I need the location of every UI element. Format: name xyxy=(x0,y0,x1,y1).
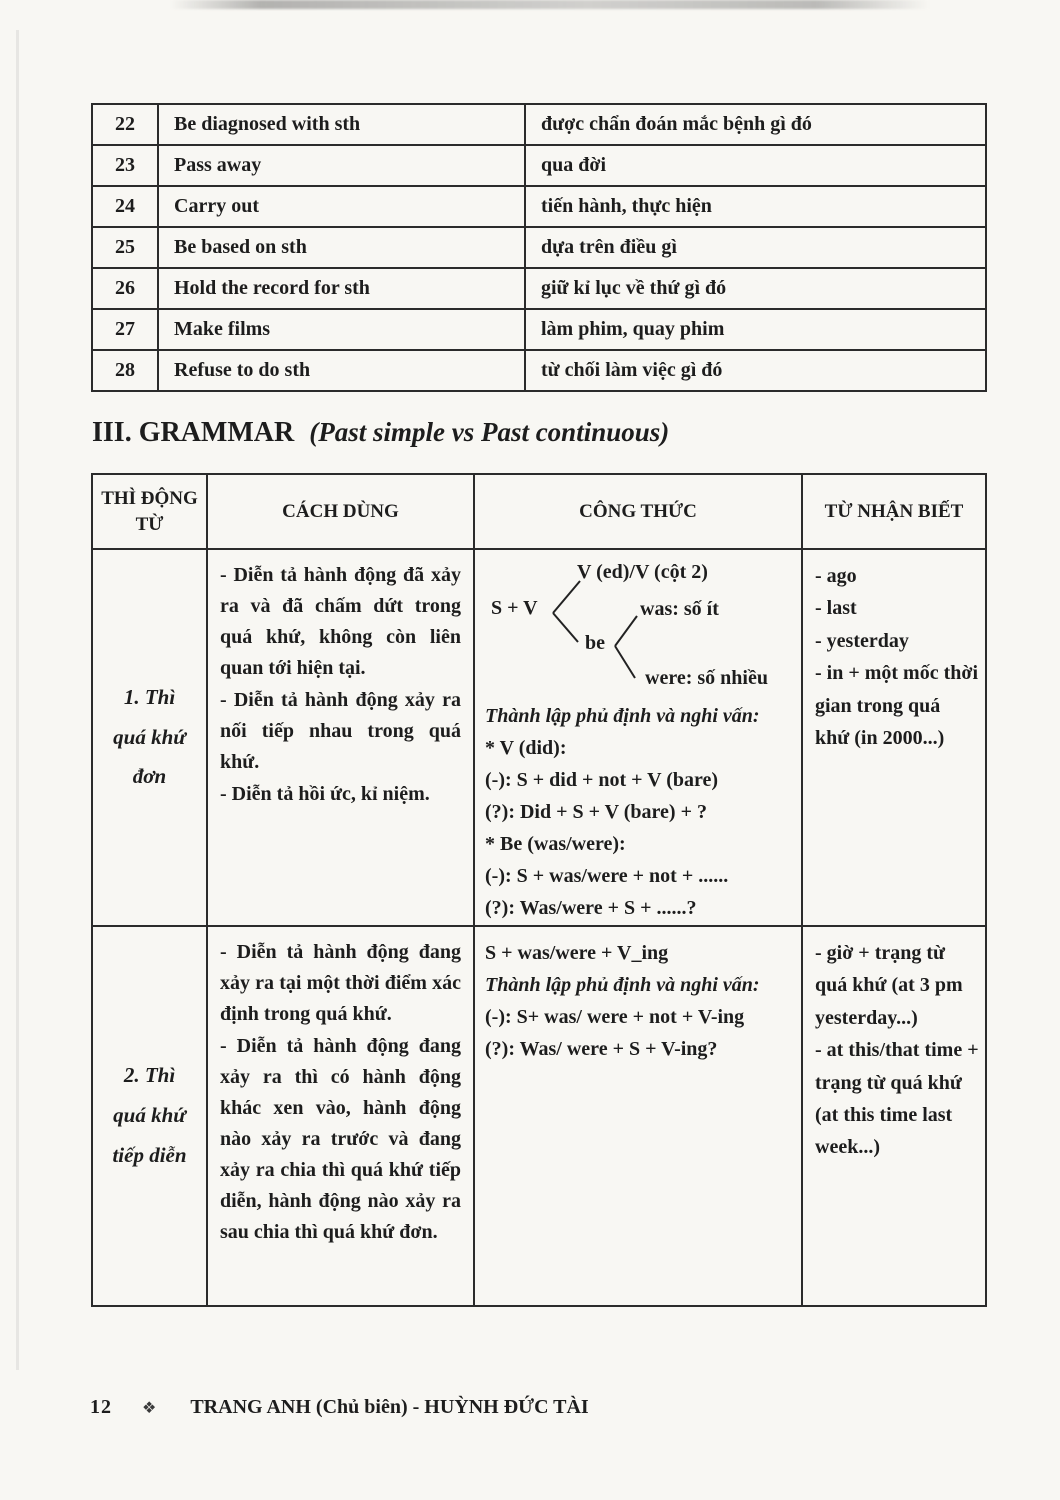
tense-label xyxy=(92,926,207,1306)
diagram-was: was: số ít xyxy=(640,598,719,620)
footer-authors: TRANG ANH (Chủ biên) - HUỲNH ĐỨC TÀI xyxy=(190,1396,589,1418)
table-row xyxy=(92,145,986,186)
table-row xyxy=(92,309,986,350)
phrase-cell: Be diagnosed with sth xyxy=(158,104,525,145)
usage-cell xyxy=(207,926,474,1306)
meaning-cell: từ chối làm việc gì đó xyxy=(525,350,986,391)
grammar-row-past-simple xyxy=(92,549,986,926)
verb-branch-diagram xyxy=(485,556,793,698)
table-row xyxy=(92,227,986,268)
grammar-table xyxy=(91,473,987,1307)
formula-cell xyxy=(474,549,802,926)
grammar-header-row xyxy=(92,474,986,549)
diagram-v-branch: V (ed)/V (cột 2) xyxy=(577,561,708,583)
row-number: 25 xyxy=(92,227,158,268)
tense-line: tiếp diễn xyxy=(112,1142,187,1167)
diagram-were: were: số nhiều xyxy=(645,667,768,689)
signal-cell xyxy=(802,926,986,1306)
signal-item: - at this/that time + trạng từ quá khứ (at this time last week...) xyxy=(815,1039,979,1159)
usage-bullet: - Diễn tả hành động xảy ra nối tiếp nhau trong quá khứ. xyxy=(220,689,461,773)
row-number: 24 xyxy=(92,186,158,227)
meaning-cell: dựa trên điều gì xyxy=(525,227,986,268)
header-signal: TỪ NHẬN BIẾT xyxy=(802,474,986,549)
table-row xyxy=(92,186,986,227)
signal-item: - last xyxy=(815,597,857,620)
scan-bleed-artifact xyxy=(170,0,930,9)
table-row xyxy=(92,350,986,391)
header-formula: CÔNG THỨC xyxy=(474,474,802,549)
page-footer xyxy=(90,1396,589,1419)
page-number: 12 xyxy=(90,1396,112,1418)
formula-line: (-): S+ was/ were + not + V-ing xyxy=(485,1006,745,1028)
meaning-cell: qua đời xyxy=(525,145,986,186)
negation-note: Thành lập phủ định và nghi vấn: xyxy=(485,974,760,996)
phrase-cell: Carry out xyxy=(158,186,525,227)
row-number: 22 xyxy=(92,104,158,145)
phrase-cell: Hold the record for sth xyxy=(158,268,525,309)
meaning-cell: tiến hành, thực hiện xyxy=(525,186,986,227)
formula-line: (?): Did + S + V (bare) + ? xyxy=(485,801,707,823)
diagram-subject: S + V xyxy=(491,597,538,619)
usage-bullet: - Diễn tả hồi ức, kỉ niệm. xyxy=(220,783,430,805)
meaning-cell: được chẩn đoán mắc bệnh gì đó xyxy=(525,104,986,145)
section-heading-sub: (Past simple vs Past continuous) xyxy=(309,417,670,447)
formula-line: * Be (was/were): xyxy=(485,833,626,855)
signal-cell xyxy=(802,549,986,926)
phrase-cell: Pass away xyxy=(158,145,525,186)
row-number: 26 xyxy=(92,268,158,309)
section-heading xyxy=(92,417,669,449)
section-heading-main: III. GRAMMAR xyxy=(92,417,295,448)
header-usage: CÁCH DÙNG xyxy=(207,474,474,549)
formula-cell xyxy=(474,926,802,1306)
grammar-row-past-continuous xyxy=(92,926,986,1306)
table-row xyxy=(92,104,986,145)
row-number: 27 xyxy=(92,309,158,350)
formula-intro: S + was/were + V_ing xyxy=(485,942,669,964)
usage-bullet: - Diễn tả hành động đã xảy ra và đã chấm dứt trong quá khứ, không còn liên quan tới hiện tại. xyxy=(220,564,461,679)
usage-bullet: - Diễn tả hành động đang xảy ra tại một thời điểm xác định trong quá khứ. xyxy=(220,941,461,1025)
tense-label xyxy=(92,549,207,926)
formula-line: * V (did): xyxy=(485,737,567,759)
tense-line: 1. Thì xyxy=(123,684,176,709)
signal-item: - yesterday xyxy=(815,629,909,652)
phrase-cell: Be based on sth xyxy=(158,227,525,268)
diamond-separator-icon: ❖ xyxy=(142,1398,157,1417)
phrase-cell: Refuse to do sth xyxy=(158,350,525,391)
formula-line: (?): Was/ were + S + V-ing? xyxy=(485,1038,718,1060)
formula-line: (-): S + was/were + not + ...... xyxy=(485,865,729,887)
meaning-cell: làm phim, quay phim xyxy=(525,309,986,350)
tense-line: 2. Thì xyxy=(123,1063,176,1088)
tense-line: quá khứ xyxy=(113,724,186,749)
header-tense: THÌ ĐỘNG TỪ xyxy=(92,474,207,549)
diagram-be: be xyxy=(585,632,605,654)
row-number: 23 xyxy=(92,145,158,186)
formula-line: (-): S + did + not + V (bare) xyxy=(485,769,719,791)
usage-bullet: - Diễn tả hành động đang xảy ra thì có hành động khác xen vào, hành động nào xảy ra trước và đang xảy ra chia thì quá khứ tiếp diễn, hành động nào xảy ra sau chia thì quá khứ đơn. xyxy=(220,1035,461,1243)
tense-line: quá khứ xyxy=(113,1103,186,1128)
vocabulary-table xyxy=(91,103,987,392)
formula-line: (?): Was/were + S + ......? xyxy=(485,897,697,919)
signal-item: - giờ + trạng từ quá khứ (at 3 pm yesterday...) xyxy=(815,942,963,1029)
signal-item: - ago xyxy=(815,565,857,587)
meaning-cell: giữ kỉ lục về thứ gì đó xyxy=(525,268,986,309)
phrase-cell: Make films xyxy=(158,309,525,350)
table-row xyxy=(92,268,986,309)
tense-line: đơn xyxy=(132,764,167,789)
row-number: 28 xyxy=(92,350,158,391)
negation-note: Thành lập phủ định và nghi vấn: xyxy=(485,705,760,727)
usage-cell xyxy=(207,549,474,926)
scan-fold-line xyxy=(16,30,19,1370)
signal-item: - in + một mốc thời gian trong quá khứ (in 2000...) xyxy=(815,662,979,749)
